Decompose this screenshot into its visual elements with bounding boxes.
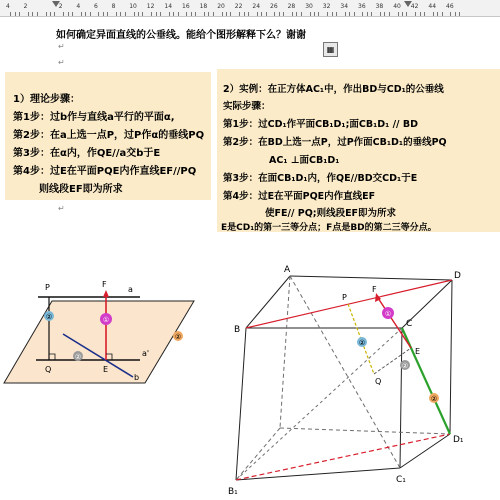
ruler-tick-label: 14: [164, 3, 173, 10]
step-text: 在面CB₁D₁内，作QE//BD交CD₁于E: [258, 173, 418, 184]
ruler-mark: [72, 12, 73, 16]
question-text: 如何确定异面直线的公垂线。能给个图形解释下么？谢谢: [56, 30, 306, 41]
example-step-2: [223, 134, 447, 148]
ruler-mark: [195, 12, 196, 16]
marker-2-label: ②: [401, 362, 409, 370]
ruler-mark: [85, 12, 86, 16]
label-a: a: [128, 285, 133, 294]
ruler-tick-label: 22: [234, 3, 243, 10]
ruler-mark: [384, 12, 385, 16]
step-label: 第1步：: [13, 112, 50, 123]
ruler-tick-label: 30: [305, 3, 313, 10]
label-b: b: [134, 373, 140, 382]
step-text: 在BD上选一点P，过P作面CB₁D₁的垂线PQ: [258, 137, 447, 148]
ruler-mark: [371, 12, 372, 16]
ruler-mark: [257, 12, 258, 16]
theory-step-3: [13, 144, 160, 159]
ruler-mark: [156, 12, 157, 16]
ruler-mark: [380, 12, 381, 16]
ruler-mark: [169, 12, 170, 16]
ruler-mark: [142, 12, 143, 16]
ruler-mark: [274, 12, 275, 16]
ruler-mark: [455, 12, 456, 16]
ruler-mark: [424, 12, 425, 16]
marker-2-label: ②: [358, 339, 366, 347]
step-text: 过CD₁作平面CB₁D₁;面CB₁D₁ // BD: [258, 119, 418, 130]
paragraph-mark: ↵: [58, 42, 65, 51]
ruler-mark: [248, 12, 249, 16]
theory-conclusion: 则线段EF即为所求: [39, 184, 123, 195]
label-p: P: [45, 283, 50, 292]
ruler-mark: [50, 12, 51, 16]
label-q: Q: [45, 365, 52, 374]
ruler-mark: [15, 12, 16, 16]
step-text: 过E在平面PQE内作直线EF//PQ: [49, 166, 197, 177]
ruler-mark: [90, 12, 91, 16]
image-placeholder-icon: ▦: [323, 42, 338, 57]
step-label: 第2步：: [13, 130, 50, 141]
ruler-tick-label: 40: [393, 3, 401, 10]
step-label: 第4步：: [13, 166, 50, 177]
ruler-mark: [222, 12, 223, 16]
example-subheading: 实际步骤：: [223, 101, 271, 112]
edge-b1c1: [236, 468, 400, 480]
ruler-mark: [191, 12, 192, 16]
ruler-mark: [437, 12, 438, 16]
label-b1: B₁: [228, 487, 238, 497]
ruler-mark: [46, 12, 47, 16]
ruler-mark: [213, 12, 214, 16]
ruler-tick-label: 18: [199, 3, 208, 10]
ruler-tick-label: 24: [252, 3, 261, 10]
ruler-mark: [28, 12, 29, 16]
ruler-tick-label: 12: [146, 3, 155, 10]
ruler-tick-label: 44: [428, 3, 437, 10]
ruler-tick-label: 2: [23, 3, 28, 10]
ruler-tick-label: 2: [58, 3, 63, 10]
ruler-mark: [208, 12, 209, 16]
ruler-mark: [120, 12, 121, 16]
diagonal-cd1: [402, 328, 450, 434]
ruler-mark: [415, 12, 416, 16]
ruler-mark: [230, 12, 231, 16]
ruler-mark: [354, 12, 355, 16]
example-conclusion: E是CD₁的第一三等分点；F点是BD的第二三等分点。: [221, 223, 437, 233]
edge-dd1: [450, 280, 452, 434]
theory-heading: 1）理论步骤：: [13, 94, 80, 105]
ruler-mark: [173, 12, 174, 16]
step-label: 第3步：: [13, 148, 50, 159]
ruler-mark: [327, 12, 328, 16]
ruler-tick-label: 34: [340, 3, 349, 10]
theory-step-1: [13, 108, 175, 123]
ruler-mark: [226, 12, 227, 16]
ruler-mark: [279, 12, 280, 16]
plane-alpha: [4, 301, 194, 383]
label-f: F: [372, 285, 377, 294]
ruler-tick-label: 26: [270, 3, 278, 10]
ruler-mark: [402, 12, 403, 16]
ruler-mark: [103, 12, 104, 16]
marker-2-label: ②: [174, 333, 182, 341]
theory-step-4: [13, 162, 196, 177]
ruler-mark: [345, 12, 346, 16]
theory-box: [5, 72, 211, 200]
ruler-tick-label: 28: [287, 3, 296, 10]
ruler-mark: [310, 12, 311, 16]
example-step-4: [223, 188, 375, 202]
marker-1-label: ①: [102, 316, 110, 324]
ruler-mark: [296, 12, 297, 16]
ruler-mark: [204, 12, 205, 16]
ruler-mark: [81, 12, 82, 16]
ruler-mark: [442, 12, 443, 16]
ruler-mark: [151, 12, 152, 16]
label-c: C: [406, 319, 413, 329]
ruler-mark: [420, 12, 421, 16]
edge-ab: [246, 276, 290, 328]
edge-bb1: [236, 328, 246, 480]
step-text: 过E在平面PQE内作直线EF: [258, 191, 376, 202]
ruler-mark: [318, 12, 319, 16]
ruler-mark: [186, 12, 187, 16]
ruler-mark: [138, 12, 139, 16]
ruler-tick-label: 16: [182, 3, 190, 10]
label-p: P: [342, 293, 347, 302]
ruler-mark: [261, 12, 262, 16]
marker-2-label: ②: [74, 353, 82, 361]
paragraph-mark: ↵: [58, 204, 65, 213]
ruler-tick-label: 32: [322, 3, 331, 10]
ruler-mark: [10, 12, 11, 16]
ruler-mark: [244, 12, 245, 16]
example-heading: 2）实例：在正方体AC₁中，作出BD与CD₁的公垂线: [223, 84, 444, 95]
paragraph-mark: ↵: [58, 58, 65, 67]
ruler-mark: [178, 12, 179, 16]
marker-1-label: ①: [384, 310, 392, 318]
ruler-mark: [37, 12, 38, 16]
label-f: F: [102, 280, 107, 289]
label-a: A: [284, 265, 291, 275]
ruler-mark: [367, 12, 368, 16]
label-q: Q: [375, 377, 382, 386]
ruler-mark: [292, 12, 293, 16]
label-a-prime: a': [142, 349, 150, 358]
label-c1: C₁: [396, 475, 406, 485]
step-label: 第2步：: [223, 137, 259, 148]
ruler-mark: [266, 12, 267, 16]
edge-cc1: [400, 328, 402, 468]
step-label: 第4步：: [223, 191, 259, 202]
edge-a1b1-hidden: [236, 428, 280, 480]
label-d1: D₁: [453, 435, 464, 445]
edge-ad: [290, 276, 452, 280]
ruler-tick-label: 20: [217, 3, 225, 10]
marker-2-label: ②: [45, 313, 53, 321]
edge-aa1-hidden: [280, 276, 290, 428]
ruler-tick-label: 6: [94, 3, 98, 10]
ruler-mark: [134, 12, 135, 16]
step-label: 第3步：: [223, 173, 259, 184]
ruler-mark: [398, 12, 399, 16]
diagonal-bd: [246, 280, 452, 328]
step-label: 第1步：: [223, 119, 259, 130]
ruler-mark: [19, 12, 20, 16]
ruler-mark: [332, 12, 333, 16]
ruler-mark: [433, 12, 434, 16]
ruler-tick-label: 36: [358, 3, 366, 10]
ruler: [0, 0, 500, 17]
label-d: D: [454, 271, 461, 281]
ruler-mark: [160, 12, 161, 16]
ruler-mark: [239, 12, 240, 16]
ruler-mark: [389, 12, 390, 16]
ruler-mark: [301, 12, 302, 16]
ruler-mark: [362, 12, 363, 16]
ruler-tick-label: 10: [129, 3, 137, 10]
ruler-mark: [406, 12, 407, 16]
example-step-4-note: 使FE// PQ;则线段EF即为所求: [265, 208, 397, 219]
ruler-tick-label: 38: [375, 3, 384, 10]
example-step-2-note: AC₁ ⊥面CB₁D₁: [269, 155, 340, 166]
ruler-tick-label: 42: [410, 3, 419, 10]
ruler-mark: [98, 12, 99, 16]
ruler-indent-handle[interactable]: [52, 1, 60, 7]
ruler-indent-handle[interactable]: [404, 1, 412, 7]
ruler-tick-label: 8: [111, 3, 116, 10]
edge-a1d1-hidden: [280, 428, 450, 434]
ruler-mark: [107, 12, 108, 16]
step-text: 在α内，作QE//a交b于E: [49, 148, 161, 159]
ruler-mark: [63, 12, 64, 16]
ruler-mark: [125, 12, 126, 16]
cube-diagram: [212, 262, 500, 500]
example-step-1: [223, 116, 418, 130]
plane-diagram: [0, 268, 205, 398]
edge-b1d1: [236, 434, 450, 480]
ruler-tick-label: 4: [76, 3, 81, 10]
ruler-mark: [283, 12, 284, 16]
theory-step-2: [13, 126, 204, 141]
ruler-mark: [116, 12, 117, 16]
example-step-3: [223, 170, 417, 184]
ruler-mark: [32, 12, 33, 16]
label-e: E: [103, 365, 109, 374]
ruler-mark: [349, 12, 350, 16]
ruler-mark: [314, 12, 315, 16]
step-text: 过b作与直线a平行的平面α,: [49, 112, 175, 123]
edge-cb1: [236, 328, 402, 480]
ruler-tick-label: 4: [6, 3, 10, 10]
ruler-tick-label: 46: [446, 3, 454, 10]
ruler-mark: [459, 12, 460, 16]
ruler-mark: [54, 12, 55, 16]
ruler-mark: [336, 12, 337, 16]
arrowhead-icon: [103, 290, 109, 297]
ruler-mark: [68, 12, 69, 16]
step-text: 在a上选一点P，过P作α的垂线PQ: [49, 130, 205, 141]
ruler-mark: [450, 12, 451, 16]
label-e: E: [415, 347, 421, 356]
example-box: [217, 69, 500, 232]
marker-2-label: ②: [430, 395, 438, 403]
label-b: B: [234, 325, 241, 335]
